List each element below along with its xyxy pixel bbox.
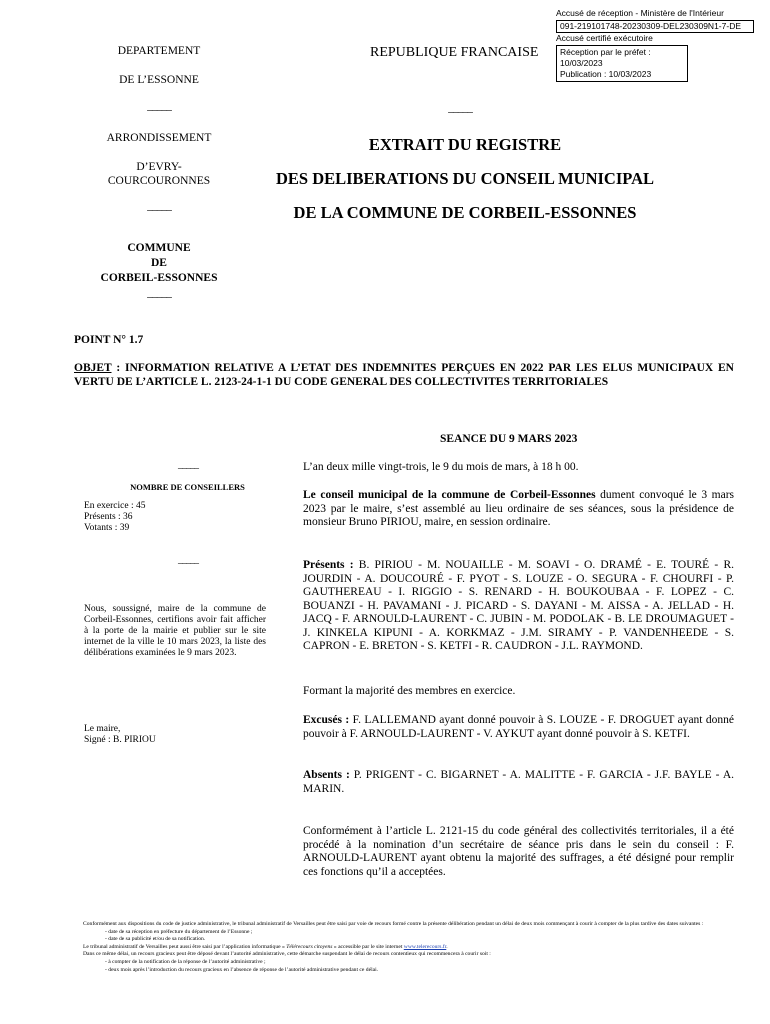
commune-line-1: COMMUNE xyxy=(127,242,191,254)
arrondissement-label: ARRONDISSEMENT xyxy=(106,132,212,144)
count-presents: Présents : 36 xyxy=(84,512,133,522)
seance-date: SEANCE DU 9 MARS 2023 xyxy=(440,433,578,445)
conseil-text: dument convoqué le 3 mars 2023 par le maire, s’est assemblé au lieu ordinaire de ses séances, sous la présidence de monsieur Bruno PIRIOU, maire, en session ordinaire. xyxy=(303,489,734,528)
footer-bullet-1: - date de sa réception en préfecture du département de l’Essonne ; xyxy=(105,929,733,937)
absents-label: Absents : xyxy=(303,769,350,781)
footer-line-2-c: . xyxy=(446,943,448,950)
republique-label: REPUBLIQUE FRANCAISE xyxy=(370,45,539,60)
sidebar-divider-1: _____ xyxy=(178,459,198,470)
absents-paragraph xyxy=(303,769,734,796)
commune-line-2: DE xyxy=(151,257,167,269)
evry-label: D’EVRY- COURCOURONNES xyxy=(107,161,211,187)
conseil-paragraph xyxy=(303,489,734,530)
stamp-line-3: Accusé certifié exécutoire xyxy=(556,33,653,43)
count-exercice: En exercice : 45 xyxy=(84,501,146,511)
stamp-reception-date: Réception par le préfet : 10/03/2023 xyxy=(560,47,651,68)
excuses-label: Excusés : xyxy=(303,714,350,726)
conseillers-counts xyxy=(84,501,145,534)
sidebar-divider-2: _____ xyxy=(178,554,198,565)
divider-1: _____ xyxy=(147,100,171,112)
conseil-label: Le conseil municipal de la commune de Corbeil-Essonnes xyxy=(303,489,596,501)
majorite-line: Formant la majorité des membres en exercice. xyxy=(303,685,516,697)
footer-bullet-4: - deux mois après l’introduction du recours gracieux en l’absence de réponse de l’autorité administrative pendant ce délai. xyxy=(105,967,733,975)
title-line-1: EXTRAIT DU REGISTRE xyxy=(368,135,562,154)
count-votants: Votants : 39 xyxy=(84,523,130,533)
essonne-label: DE L’ESSONNE xyxy=(119,74,199,86)
divider-2: _____ xyxy=(147,200,171,212)
stamp-reference: 091-219101748-20230309-DEL230309N1-7-DE xyxy=(556,20,754,33)
telerecours-link[interactable]: www.telerecours.fr xyxy=(403,943,447,950)
departement-label: DEPARTEMENT xyxy=(117,45,201,57)
excuses-paragraph xyxy=(303,714,734,741)
divider-3: _____ xyxy=(147,287,171,299)
divider-right: _____ xyxy=(448,102,472,114)
presents-list: B. PIRIOU - M. NOUAILLE - M. SOAVI - O. DRAMÉ - E. TOURÉ - R. JOURDIN - A. DOUCOURÉ - F. PYOT - S. LOUZE - O. SEGURA - F. CHOURFI - P. GAUTHEREAU - I. RIGGIO - S. RENARD - H. BOUKOUBAA - F. LOPEZ - C. BOUANZI - H. PAVAMANI - J. PICARD - S. DAYANI - M. AISSA - A. JELLAD - H. JACQ - F. ARNOULD-LAURENT - C. JUBIN - M. PODOLAK - B. LE DROUMAGUET - J. KINKELA KIPUNI - A. KORKMAZ - J.M. SIRAMY - P. VANDENHEEDE - S. CAPRON - E. BRETON - S. KETFI - R. CAUDRON - J.L. RAYMOND. xyxy=(303,559,734,652)
nombre-conseillers-title: NOMBRE DE CONSEILLERS xyxy=(130,482,245,492)
stamp-publication-date: Publication : 10/03/2023 xyxy=(560,69,652,79)
footer-bullet-3: - à compter de la notification de la réponse de l’autorité administrative ; xyxy=(105,959,733,967)
conformement-paragraph: Conformément à l’article L. 2121-15 du code général des collectivités territoriales, il a été procédé à la nomination d’un secrétaire de séance pris dans le sein du conseil : F. ARNOULD-LAURENT ayant obtenu la majorité des suffrages, a été désigné pour remplir ces fonctions qu’il a acceptées. xyxy=(303,825,734,878)
commune-block xyxy=(84,241,234,286)
absents-list: P. PRIGENT - C. BIGARNET - A. MALITTE - F. GARCIA - J.F. BAYLE - A. MARIN. xyxy=(303,769,734,795)
footer-bullet-2: - date de sa publicité et/ou de sa notification. xyxy=(105,936,733,944)
signature-block xyxy=(84,724,156,746)
presents-label: Présents : xyxy=(303,559,354,571)
footer-line-2-b: » accessible par le site internet xyxy=(332,943,404,950)
footer-line-3: Dans ce même délai, un recours gracieux peut être déposé devant l’autorité administrative, cette démarche suspendant le délai de recours contentieux qui recommencera à courir soit : xyxy=(83,951,491,958)
stamp-line-1: Accusé de réception - Ministère de l'Intérieur xyxy=(556,8,724,18)
reception-stamp xyxy=(556,8,768,82)
presents-paragraph xyxy=(303,559,734,654)
certification-text: Nous, soussigné, maire de la commune de Corbeil-Essonnes, certifions avoir fait afficher à la porte de la mairie et publier sur le site internet de la ville le 10 mars 2023, la liste des délibérations examinées le 9 mars 2023. xyxy=(84,604,266,658)
maire-label: Le maire, xyxy=(84,724,121,734)
stamp-dates-box xyxy=(556,45,688,82)
footer-line-1: Conformément aux dispositions du code de justice administrative, le tribunal administratif de Versailles peut être saisi par voie de recours formé contre la présente délibération pendant un délai de deux mois commençant à courir à compter de la plus tardive des dates suivantes : xyxy=(83,921,704,927)
objet-paragraph xyxy=(74,362,734,389)
objet-label: OBJET xyxy=(74,362,112,374)
footer-line-2-a: Le tribunal administratif de Versailles peut aussi être saisi par l’application informatique « xyxy=(83,943,287,950)
signed-by: Signé : B. PIRIOU xyxy=(84,735,156,745)
point-number: POINT N° 1.7 xyxy=(74,334,144,346)
commune-line-3: CORBEIL-ESSONNES xyxy=(100,272,218,284)
title-line-2: DES DELIBERATIONS DU CONSEIL MUNICIPAL xyxy=(275,169,655,188)
legal-footer xyxy=(83,921,733,974)
telerecours-name: Télérecours citoyens xyxy=(286,943,333,950)
date-line: L’an deux mille vingt-trois, le 9 du mois de mars, à 18 h 00. xyxy=(303,461,579,473)
title-line-3: DE LA COMMUNE DE CORBEIL-ESSONNES xyxy=(293,203,637,222)
excuses-list: F. LALLEMAND ayant donné pouvoir à S. LOUZE - F. DROGUET ayant donné pouvoir à F. ARNOULD-LAURENT - V. AYKUT ayant donné pouvoir à S. KETFI. xyxy=(303,714,734,740)
objet-text: : INFORMATION RELATIVE A L’ETAT DES INDEMNITES PERÇUES EN 2022 PAR LES ELUS MUNICIPAUX EN VERTU DE L’ARTICLE L. 2123-24-1-1 DU CODE GENERAL DES COLLECTIVITES TERRITORIALES xyxy=(74,362,734,388)
footer-line-2 xyxy=(83,944,733,952)
